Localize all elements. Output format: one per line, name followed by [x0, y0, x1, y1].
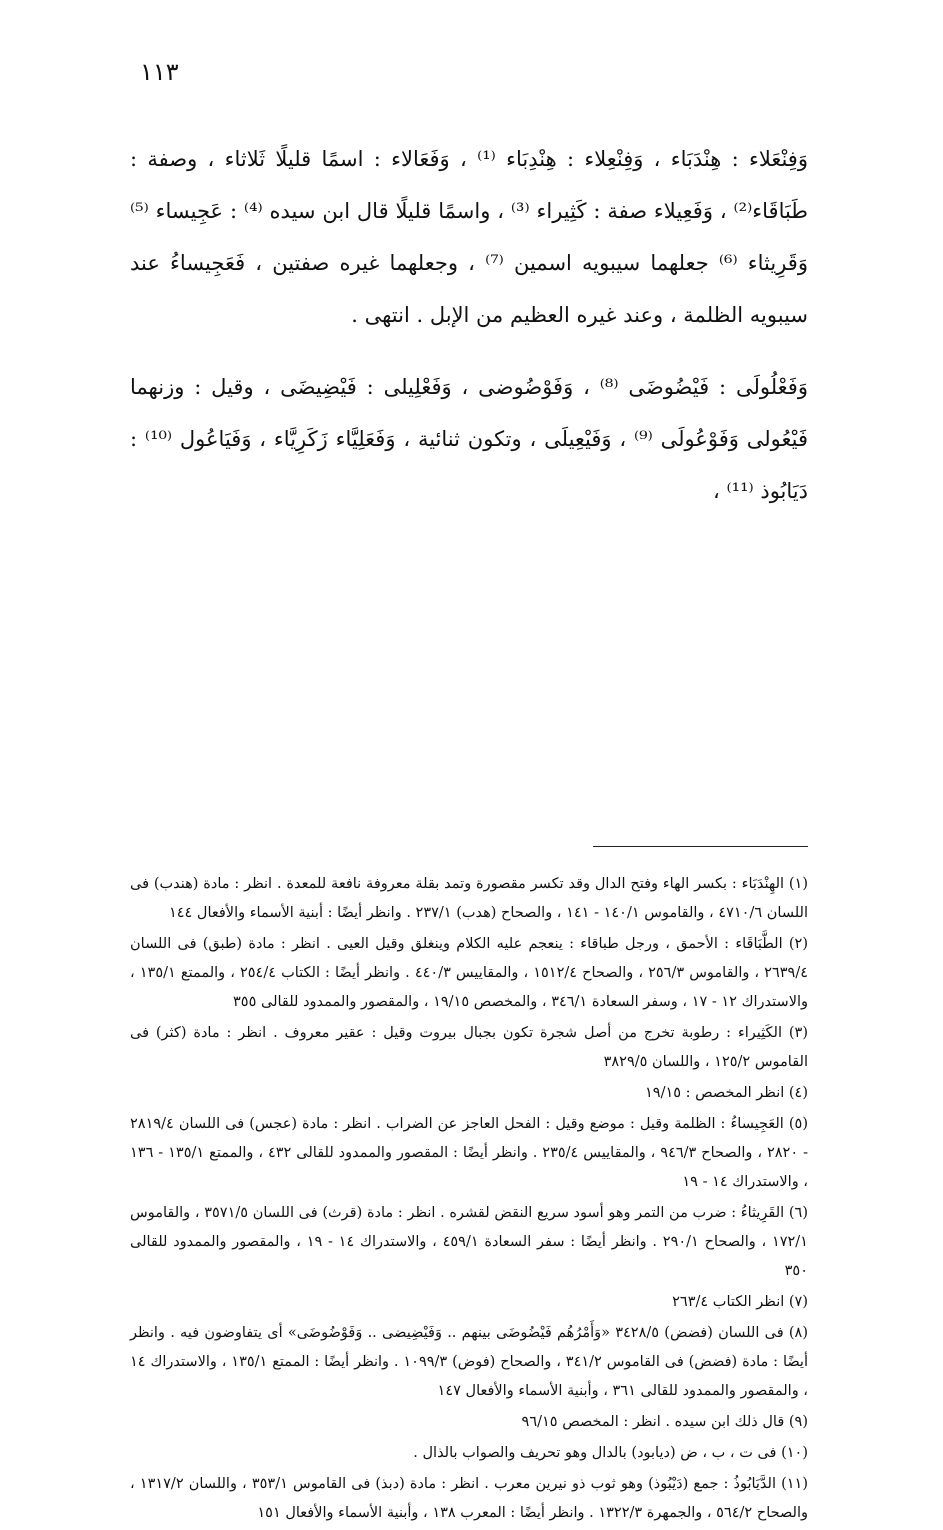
main-text: [130, 133, 808, 517]
footnote: (٤) انظر المخصص : ١٩/١٥: [645, 1085, 808, 1101]
footnote: (٢) الطَّبَاقَاء : الأحمق ، ورجل طباقاء : ينعجم عليه الكلام وينغلق وقيل العيى . انظر : مادة (طبق) فى اللسان ٢٦٣٩/٤ ، والقاموس ٢٥٦/٣ ، والصحاح ١٥١٢/٤ ، والمقاييس ٤٤٠/٣ . وانظر أيضًا : الكتاب ٢٥٤/٤ ، والممتع ١٣٥/١ ، والاستدراك ١٢ - ١٧ ، وسفر السعادة ٣٤٦/١ ، والمخصص ١٩/١٥ ، والمقصور والممدود للقالى ٣٥٥: [130, 936, 808, 1010]
footnote: (٩) قال ذلك ابن سيده . انظر : المخصص ٩٦/١٥: [521, 1414, 808, 1430]
footnotes: [130, 870, 808, 1530]
footnote: (١) الهِنْدَبَاء : بكسر الهاء وفتح الدال وقد تكسر مقصورة وتمد بقلة معروفة نافعة للمعدة . انظر : مادة (هندب) فى اللسان ٤٧١٠/٦ ، والقاموس ١٤٠/١ - ١٤١ ، والصحاح (هدب) ٢٣٧/١ . وانظر أيضًا : أبنية الأسماء والأفعال ١٤٤: [130, 876, 809, 921]
footnote: (٧) انظر الكتاب ٢٦٣/٤: [672, 1294, 808, 1310]
main-paragraph: وَفِنْعَلاء : هِنْدَبَاء ، وَفِنْعِلاء : هِنْدِبَاء ⁽¹⁾ ، وَفَعَالاء : اسمًا قليلًا ثَلاثاء ، وصفة : طَبَاقَاء⁽²⁾ ، وَفَعِيلاء صفة : كَثِيراء ⁽³⁾ ، واسمًا قليلًا قال ابن سيده ⁽⁴⁾ : عَجِيساء ⁽⁵⁾ وَقَرِيثاء ⁽⁶⁾ جعلهما سيبويه اسمين ⁽⁷⁾ ، وجعلهما غيره صفتين ، فَعَجِيساءُ عند سيبويه الظلمة ، وعند غيره العظيم من الإبل . انتهى .: [130, 147, 809, 327]
footnote-divider: [593, 846, 808, 847]
page-number: ١١٣: [140, 58, 179, 86]
footnote: (٨) فى اللسان (فضض) ٣٤٢٨/٥ «وَأَمْرُهُم فَيْضُوضَى بينهم .. وَفَيْضِيضى .. وَفَوْضُوضَى» أى يتفاوضون فيه . وانظر أيضًا : مادة (فضض) فى القاموس ٣٤١/٢ ، والصحاح (فوض) ١٠٩٩/٣ . وانظر أيضًا : الممتع ١٣٥/١ ، والاستدراك ١٤ ، والمقصور والممدود للقالى ٣٦١ ، وأبنية الأسماء والأفعال ١٤٧: [130, 1325, 808, 1399]
footnote: (٦) القَرِيثاءُ : ضرب من التمر وهو أسود سريع النقض لقشره . انظر : مادة (قرث) فى اللسان ٣٥٧١/٥ ، والقاموس ١٧٢/١ ، والصحاح ٢٩٠/١ . وانظر أيضًا : سفر السعادة ٤٥٩/١ ، والاستدراك ١٤ - ١٩ ، والمقصور والممدود للقالى ٣٥٠: [130, 1205, 809, 1279]
footnote: (٣) الكَثِيراء : رطوبة تخرج من أصل شجرة تكون بجبال بيروت وقيل : عقير معروف . انظر : مادة (كثر) فى القاموس ١٢٥/٢ ، واللسان ٣٨٢٩/٥: [130, 1025, 808, 1070]
footnote: (١٠) فى ت ، ب ، ض (ديابود) بالدال وهو تحريف والصواب بالذال .: [413, 1445, 808, 1461]
footnote: (٥) العَجِيساءُ : الظلمة وقيل : موضع وقيل : الفحل العاجز عن الضراب . انظر : مادة (عجس) فى اللسان ٢٨١٩/٤ - ٢٨٢٠ ، والصحاح ٩٤٦/٣ ، والمقاييس ٢٣٥/٤ . وانظر أيضًا : المقصور والممدود للقالى ٤٣٢ ، والممتع ١٣٥/١ - ١٣٦ ، والاستدراك ١٤ - ١٩: [130, 1116, 808, 1190]
footnote: (١١) الدَّيَابُوذُ : جمع (دَيْبُوذ) وهو ثوب ذو نيرين معرب . انظر : مادة (دبذ) فى القاموس ٣٥٣/١ ، واللسان ١٣١٧/٢ ، والصحاح ٥٦٤/٢ ، والجمهرة ١٣٢٢/٣ . وانظر أيضًا : المعرب ١٣٨ ، وأبنية الأسماء والأفعال ١٥١: [130, 1476, 808, 1521]
main-paragraph: وَفَعْلُولَى : فَيْضُوضَى ⁽⁸⁾ ، وَفَوْضُوضى ، وَفَعْلِيلى : فَيْضِيضَى ، وقيل : وزنهما فَيْعُولى وَفَوْعُولَى ⁽⁹⁾ ، وَفَيْعِيلَى ، وتكون ثنائية ، وَفَعَلِيَّاء زَكَرِيَّاء ، وَفَيَاعُول ⁽¹⁰⁾ : دَيَابُوذ ⁽¹¹⁾ ،: [130, 375, 808, 503]
